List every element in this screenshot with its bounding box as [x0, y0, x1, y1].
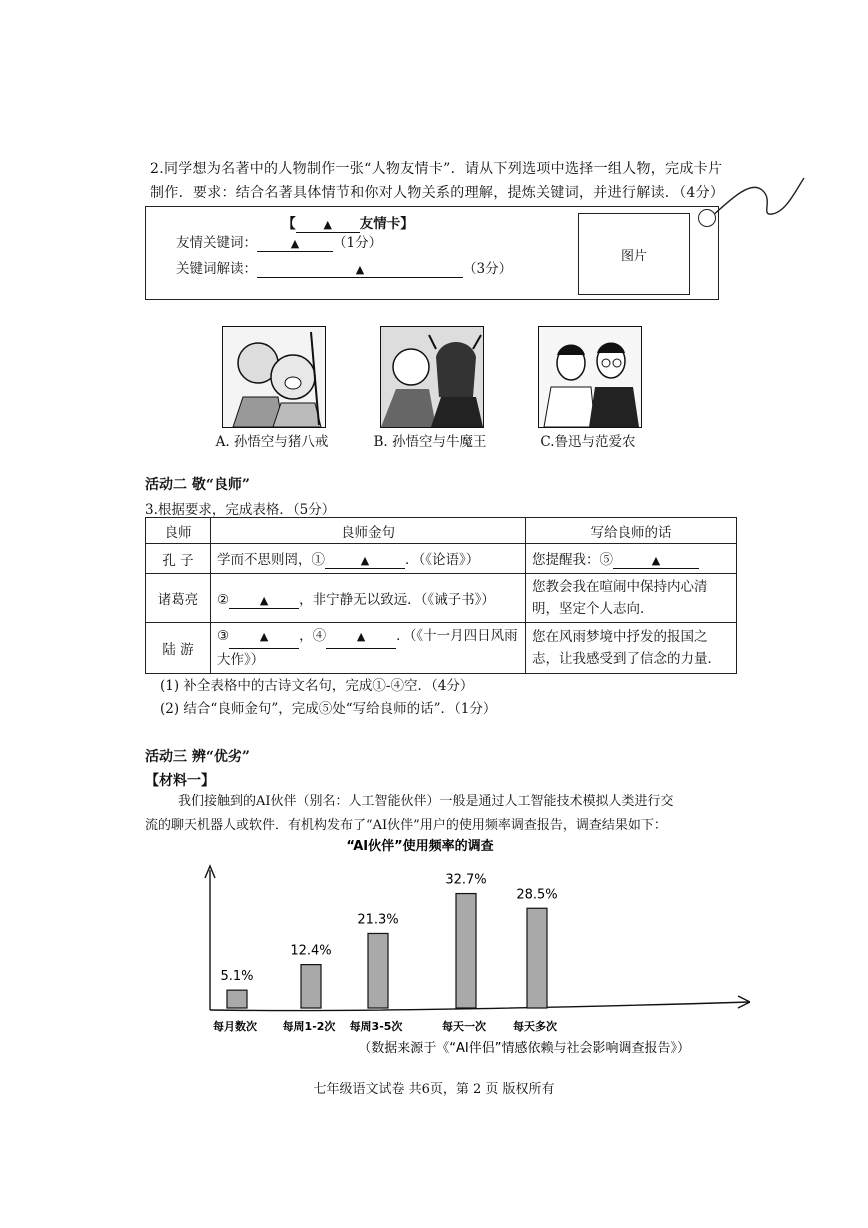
card-hole — [698, 209, 716, 227]
category-label: 每周1-2次 — [282, 1020, 336, 1033]
explain-blank[interactable] — [257, 261, 463, 278]
card-title-text: 友情卡】 — [359, 216, 414, 232]
chart-source: （数据来源于《“AI伴侣”情感依赖与社会影响调查报告》） — [358, 1041, 690, 1056]
option-a-label: A. 孙悟空与猪八戒 — [215, 434, 329, 450]
quote-source: ，非宁静无以致远．（《诫子书》） — [299, 591, 495, 608]
material-1-line-2: 流的聊天机器人或软件．有机构发布了“AI伙伴”用户的使用频率调查报告，调查结果如下： — [145, 818, 667, 833]
words-to-teacher: 您在风雨梦境中抒发的报国之志，让我感受到了信念的力量． — [526, 623, 737, 674]
bar-value-label: 5.1% — [220, 969, 254, 985]
explain-score: （3分） — [463, 261, 513, 277]
chart-title: “AI伙伴”使用频率的调查 — [346, 839, 494, 854]
quote-text: ③ — [217, 628, 230, 644]
option-b-illustration — [380, 326, 484, 428]
usage-frequency-chart — [150, 830, 750, 1070]
card-title — [218, 212, 478, 233]
bar-value-label: 32.7% — [445, 872, 487, 888]
blank-2[interactable] — [229, 592, 299, 609]
category-label: 每周3-5次 — [349, 1020, 403, 1033]
bar-value-label: 21.3% — [357, 912, 399, 928]
teacher-name: 诸葛亮 — [146, 574, 211, 623]
blank-mark-icon: ▲ — [323, 218, 332, 231]
activity-3-heading: 活动三 辨“优劣” — [145, 749, 250, 765]
quote-text: 学而不思则罔，① — [217, 552, 325, 568]
monkey-and-bull-illustration — [381, 327, 483, 427]
sub-question-2: (2) 结合“良师金句”，完成⑤处“写给良师的话”．（1分） — [160, 701, 497, 717]
blank-mark-icon: ▲ — [259, 630, 269, 643]
option-c-label: C.鲁迅与范爱农 — [540, 434, 636, 450]
chart-bar — [456, 894, 476, 1008]
question-2-line-2: 制作．要求：结合名著具体情节和你对人物关系的理解，提炼关键词，并进行解读．（4分） — [150, 185, 725, 201]
quote-text: ，④ — [299, 628, 327, 644]
table-header: 良师金句 — [211, 518, 526, 544]
table-row — [146, 623, 737, 674]
teacher-quote — [211, 544, 526, 574]
words-to-teacher — [526, 544, 737, 574]
blank-mark-icon: ▲ — [290, 237, 300, 250]
bar-value-label: 28.5% — [516, 887, 558, 903]
teacher-quote — [211, 574, 526, 623]
teacher-name: 孔 子 — [146, 544, 211, 574]
sub-question-1: (1) 补全表格中的古诗文名句，完成①-④空．（4分） — [160, 678, 474, 694]
question-2-line-1: 2.同学想为名著中的人物制作一张“人物友情卡”．请从下列选项中选择一组人物，完成卡片 — [150, 161, 723, 177]
blank-mark-icon: ▲ — [356, 630, 366, 643]
bar-value-label: 12.4% — [290, 943, 332, 959]
table-header: 写给良师的话 — [526, 518, 737, 544]
table-row — [146, 574, 737, 623]
card-title-blank[interactable] — [296, 216, 360, 233]
quote-text: ② — [217, 591, 230, 608]
option-c-illustration — [538, 326, 642, 428]
words-text: 您提醒我：⑤ — [532, 552, 613, 568]
table-header: 良师 — [146, 518, 211, 544]
blank-3[interactable] — [229, 625, 299, 649]
category-label: 每月数次 — [213, 1020, 257, 1033]
card-photo-label: 图片 — [620, 248, 647, 264]
chart-bars — [213, 873, 558, 1033]
material-1-title: 【材料一】 — [145, 773, 215, 789]
blank-1[interactable] — [325, 552, 405, 569]
blank-mark-icon: ▲ — [651, 554, 661, 567]
activity-2-heading: 活动二 敬“良师” — [145, 477, 250, 493]
card-keyword-row — [176, 231, 382, 252]
card-explain-row — [176, 257, 512, 278]
two-men-portrait-illustration — [539, 327, 641, 427]
question-3-prompt: 3.根据要求，完成表格．（5分） — [145, 502, 336, 518]
teacher-quote — [211, 623, 526, 674]
chart-bar — [368, 933, 388, 1008]
keyword-score: （1分） — [333, 235, 383, 251]
quote-source: ．（《十一月四日风雨大作》） — [217, 628, 518, 668]
table-row — [146, 544, 737, 574]
blank-5[interactable] — [613, 552, 699, 569]
page-footer: 七年级语文试卷 共6页，第 2 页 版权所有 — [313, 1082, 555, 1097]
x-axis — [210, 1002, 750, 1011]
explain-label: 关键词解读： — [176, 261, 257, 277]
chart-bar — [227, 990, 247, 1008]
words-to-teacher: 您教会我在喧闹中保持内心清明，坚定个人志向． — [526, 574, 737, 623]
material-1-line-1: 我们接触到的AI伙伴（别名：人工智能伙伴）一般是通过人工智能技术模拟人类进行交 — [178, 794, 674, 809]
blank-mark-icon: ▲ — [259, 593, 269, 607]
keyword-blank[interactable] — [257, 235, 333, 252]
option-a-illustration — [222, 326, 326, 428]
monkey-and-pig-illustration — [223, 327, 325, 427]
blank-4[interactable] — [326, 625, 396, 649]
teacher-name: 陆 游 — [146, 623, 211, 674]
card-photo-box — [578, 213, 690, 295]
chart-bar — [527, 908, 547, 1008]
category-label: 每天多次 — [513, 1020, 557, 1033]
blank-mark-icon: ▲ — [355, 263, 365, 276]
teacher-table — [145, 517, 737, 674]
chart-bar — [301, 965, 321, 1008]
quote-source: ．（《论语》） — [405, 552, 480, 568]
keyword-label: 友情关键词： — [176, 235, 257, 251]
category-label: 每天一次 — [442, 1020, 486, 1033]
blank-mark-icon: ▲ — [360, 554, 370, 567]
table-header-row — [146, 518, 737, 544]
option-b-label: B. 孙悟空与牛魔王 — [373, 434, 487, 450]
card-title-bracket: 【 — [282, 216, 296, 232]
